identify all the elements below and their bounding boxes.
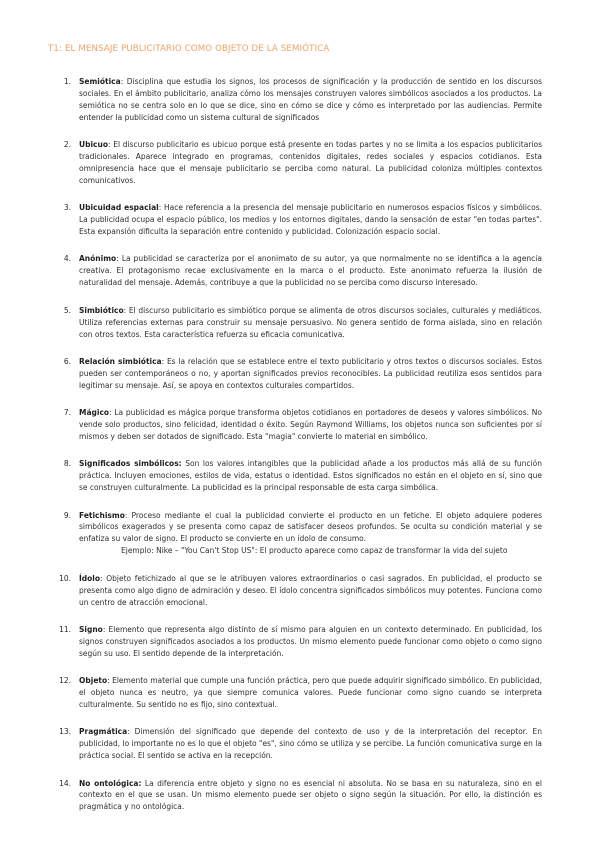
item-text: Es la relación que se establece entre el texto publicitario y otros textos o discursos sociales. Estos pueden ser contemporáneos o no, y aportan significados previos reconocibles. La publicidad reutiliza esos sentidos para legitimar su mensaje. Así, se apoya en contextos culturales compartidos.: [79, 356, 542, 390]
item-text: Dimensión del significado que depende del contexto de uso y de la interpretación del receptor. En publicidad, lo importante no es lo que el objeto "es", sino cómo se utiliza y se percibe. La función comunicativa surge en la práctica social. El sentido se activa en la recepción.: [79, 727, 542, 761]
item-text: Hace referencia a la presencia del mensaje publicitario en numerosos espacios físicos y simbólicos. La publicidad ocupa el espacio público, los medios y los entornos digitales, dando la sensación de estar "en todas partes". Esta expansión dificulta la separación entre contenido y publicidad. Colonización espacio social.: [79, 203, 542, 237]
item-separator: :: [120, 77, 127, 86]
item-text: La publicidad es mágica porque transforma objetos cotidianos en portadores de deseos y valores simbólicos. No vende solo productos, sino felicidad, identidad o éxito. Según Raymond Williams, los objetos nunca son suficientes por sí mismos y deben ser dotados de significado. Esta "magia" convierte lo material en simbólico.: [79, 408, 542, 441]
item-term: Simbiótico: [79, 305, 124, 315]
item-body: [79, 202, 542, 238]
item-body: [79, 253, 542, 289]
list-item: [48, 253, 542, 289]
item-term: Objeto: [79, 676, 108, 686]
item-number: 3.: [63, 203, 71, 213]
definitions-list: [48, 76, 542, 813]
item-text: Proceso mediante el cual la publicidad convierte el producto en un fetiche. El objeto adquiere poderes simbólicos exagerados y se presenta como capaz de satisfacer deseos profundos. Se oculta su condición material y se enfatiza su valor de signo. El producto se convierte en un ídolo de consumo.: [79, 510, 542, 544]
list-item: [48, 305, 542, 341]
list-item: [48, 139, 542, 187]
item-term: Fetichismo: [79, 510, 125, 520]
item-separator: :: [107, 140, 114, 150]
page-title: T1: EL MENSAJE PUBLICITARIO COMO OBJETO DE LA SEMIÓTICA: [48, 44, 330, 54]
item-text: La publicidad se caracteriza por el anonimato de su autor, ya que normalmente no se identifica a la agencia creativa. El protagonismo recae exclusivamente en la marca o el producto. Este anonimato refuerza la ilusión de naturalidad del mensaje. Además, contribuye a que la publicidad no se perciba como discurso interesado.: [79, 254, 542, 288]
item-separator: :: [161, 356, 167, 366]
item-separator: :: [116, 254, 122, 264]
item-text: La diferencia entre objeto y signo no es esencial ni absoluta. No se basa en su naturaleza, sino en el contexto en el que se usan. Un mismo elemento puede ser objeto o signo según la situación. Por ello, la distinción es pragmática y no ontológica.: [79, 778, 542, 812]
item-separator: :: [127, 727, 135, 737]
list-item: [48, 202, 542, 238]
item-number: 4.: [63, 254, 71, 264]
list-item: [48, 573, 542, 609]
item-body: [79, 407, 542, 443]
item-body: [79, 76, 542, 124]
item-text: Elemento material que cumple una función práctica, pero que puede adquirir significado simbólico. En publicidad, el objeto nunca es neutro, ya que siempre comunica valores. Puede funcionar como signo cuando se interpreta culturalmente. Su sentido no es fijo, sino contextual.: [79, 676, 542, 709]
list-item: [48, 510, 542, 558]
item-body: [79, 356, 542, 392]
item-separator: :: [100, 573, 107, 583]
item-number: 6.: [63, 356, 71, 366]
item-term: Relación simbiótica: [79, 356, 162, 366]
item-separator: :: [123, 305, 129, 315]
item-term: Anónimo: [79, 254, 117, 264]
item-example: Ejemplo: Nike – "You Can't Stop US": El producto aparece como capaz de transformar la vida del sujeto: [121, 546, 508, 556]
item-body: [79, 305, 542, 341]
item-separator: :: [158, 203, 165, 213]
list-item: [48, 675, 542, 711]
item-term: Semiótica: [79, 77, 121, 86]
list-item: [48, 458, 542, 494]
item-number: 14.: [59, 778, 71, 788]
list-item: [48, 76, 542, 124]
item-separator: :: [102, 624, 109, 634]
item-number: 10.: [59, 573, 71, 583]
item-number: 8.: [63, 459, 71, 469]
item-term: Pragmática: [79, 727, 128, 737]
item-separator: :: [107, 676, 113, 686]
item-body: [79, 573, 542, 609]
item-text: El discurso publicitario es simbiótico porque se alimenta de otros discursos sociales, culturales y mediáticos. Utiliza referencias externas para construir su mensaje persuasivo. No genera sentido de forma aislada, sino en relación con otros textos. Esta característica refuerza su eficacia comunicativa.: [79, 305, 542, 339]
item-body: [79, 139, 542, 187]
item-term: No ontológica:: [79, 778, 142, 788]
item-body: [79, 675, 542, 711]
item-number: 2.: [63, 140, 71, 150]
item-separator: :: [109, 408, 115, 418]
item-number: 13.: [59, 727, 71, 737]
list-item: [48, 624, 542, 660]
item-number: 1.: [63, 77, 71, 86]
item-body: [79, 510, 542, 558]
item-text: Disciplina que estudia los signos, los procesos de significación y la producción de sentido en los discursos sociales. En el ámbito publicitario, analiza cómo los mensajes construyen valores simbólicos asociados a los productos. La semiótica no se centra solo en lo que se dice, sino en cómo se dice y cómo es interpretado por las audiencias. Permite entender la publicidad como un sistema cultural de significados: [79, 77, 542, 122]
item-term: Ubicuidad espacial: [79, 203, 159, 213]
list-item: [48, 407, 542, 443]
item-term: Ubicuo: [79, 140, 108, 150]
list-item: [48, 778, 542, 814]
item-number: 11.: [59, 624, 71, 634]
item-separator: :: [124, 510, 132, 520]
item-number: 5.: [63, 305, 71, 315]
item-body: [79, 778, 542, 814]
item-body: [79, 726, 542, 762]
item-text: El discurso publicitario es ubicuo porque está presente en todas partes y no se limita a los espacios publicitarios tradicionales. Aparece integrado en programas, contenidos digitales, redes sociales y espacios cotidianos. Esta omnipresencia hace que el mensaje publicitario se perciba como natural. La publicidad coloniza múltiples contextos comunicativos.: [79, 140, 542, 185]
item-body: [79, 458, 542, 494]
item-term: Mágico: [79, 408, 110, 418]
item-text: Son los valores intangibles que la publicidad añade a los productos más allá de su función práctica. Incluyen emociones, estilos de vida, estatus o identidad. Estos significados no están en el objeto en sí, sino que se construyen culturalmente. La publicidad es la principal responsable de esta carga simbólica.: [79, 459, 542, 493]
item-text: Objeto fetichizado al que se le atribuyen valores extraordinarios o casi sagrados. En publicidad, el producto se presenta como algo digno de admiración y deseo. El ídolo concentra significados simbólicos muy potentes. Funciona como un centro de atracción emocional.: [79, 573, 542, 607]
item-term: Signo: [79, 624, 103, 634]
item-number: 9.: [63, 510, 71, 520]
item-number: 12.: [59, 676, 71, 686]
item-text: Elemento que representa algo distinto de sí mismo para alguien en un contexto determinado. En publicidad, los signos construyen significados asociados a los productos. Un mismo elemento puede funcionar como objeto o como signo según su uso. El sentido depende de la interpretación.: [79, 624, 542, 658]
item-number: 7.: [63, 408, 71, 418]
list-item: [48, 726, 542, 762]
item-term: Significados simbólicos:: [79, 459, 182, 469]
list-item: [48, 356, 542, 392]
item-body: [79, 624, 542, 660]
item-term: Ídolo: [79, 573, 101, 583]
